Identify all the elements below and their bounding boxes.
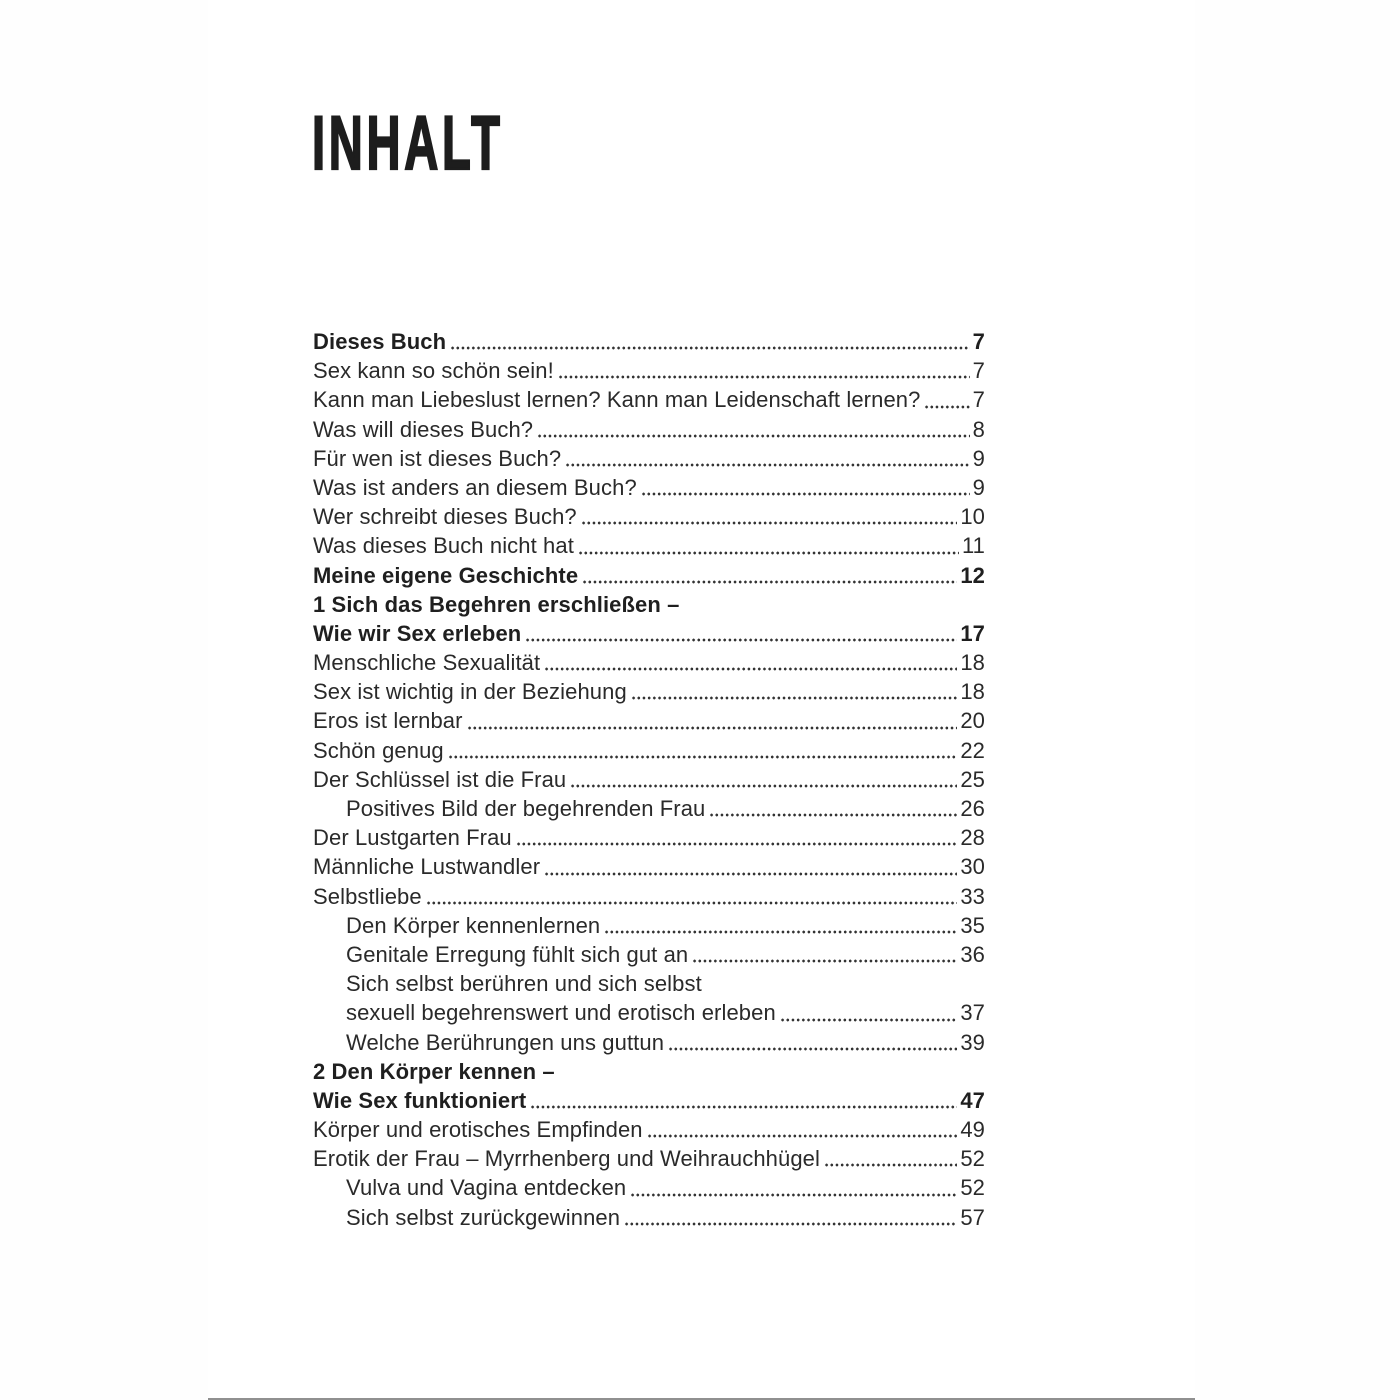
toc-dot-leader <box>630 1173 957 1202</box>
toc-entry <box>313 706 985 735</box>
toc-dot-leader <box>631 677 958 706</box>
toc-entry-label: Was dieses Buch nicht hat <box>313 533 574 559</box>
toc-entry <box>313 677 985 706</box>
toc-entry-label: Schön genug <box>313 737 444 763</box>
toc-entry <box>313 1203 985 1232</box>
toc-dot-leader <box>581 502 958 531</box>
toc-entry-page: 11 <box>961 533 985 559</box>
toc-entry-page: 39 <box>960 1029 985 1055</box>
toc-entry <box>313 502 985 531</box>
toc-entry-label: Vulva und Vagina entdecken <box>346 1175 627 1201</box>
toc-entry <box>313 531 985 560</box>
toc-entry-page: 49 <box>960 1117 985 1143</box>
page-sheet <box>208 0 1195 1400</box>
toc-dot-leader <box>604 911 957 940</box>
toc-entry <box>313 590 985 619</box>
toc-entry <box>313 473 985 502</box>
toc-entry-page: 18 <box>960 650 985 676</box>
toc-dot-leader <box>924 385 969 414</box>
toc-entry-label: Menschliche Sexualität <box>313 650 541 676</box>
toc-entry-page: 33 <box>960 883 985 909</box>
toc-entry-label: Sex ist wichtig in der Beziehung <box>313 679 627 705</box>
toc-entry-label: Eros ist lernbar <box>313 708 463 734</box>
toc-dot-leader <box>544 852 957 881</box>
toc-entry-page: 17 <box>960 620 985 646</box>
page-title: INHALT <box>312 101 504 186</box>
toc-entry-label: 1 Sich das Begehren erschließen – <box>313 591 680 617</box>
toc-entry <box>313 444 985 473</box>
toc-entry <box>313 969 985 998</box>
toc-entry-page: 8 <box>972 416 985 442</box>
toc-entry-label: Meine eigene Geschichte <box>313 562 579 588</box>
toc-entry <box>313 1086 985 1115</box>
toc-dot-leader <box>448 736 958 765</box>
toc-entry <box>313 356 985 385</box>
toc-entry <box>313 911 985 940</box>
toc-entry-page: 30 <box>960 854 985 880</box>
toc-entry <box>313 619 985 648</box>
toc-entry-label: sexuell begehrenswert und erotisch erleben <box>346 1000 776 1026</box>
toc-entry-page: 7 <box>972 329 985 354</box>
toc-entry-page: 22 <box>960 737 985 763</box>
toc-entry-label: Der Schlüssel ist die Frau <box>313 766 567 792</box>
toc-dot-leader <box>450 327 970 356</box>
toc-entry <box>313 765 985 794</box>
toc-entry-page: 26 <box>960 796 985 821</box>
toc-entry <box>313 852 985 881</box>
toc-dot-leader <box>824 1144 957 1173</box>
toc-entry-label: Den Körper kennenlernen <box>346 912 601 938</box>
toc-entry <box>313 1115 985 1144</box>
toc-entry-page: 28 <box>960 825 985 851</box>
toc-entry <box>313 940 985 969</box>
toc-dot-leader <box>624 1203 957 1232</box>
toc-dot-leader <box>558 356 970 385</box>
toc-entry-label: Was ist anders an diesem Buch? <box>313 474 637 500</box>
toc-dot-leader <box>426 882 958 911</box>
toc-entry-label: 2 Den Körper kennen – <box>313 1058 555 1084</box>
toc-entry-label: Selbstliebe <box>313 883 422 909</box>
toc-dot-leader <box>780 998 958 1027</box>
toc-dot-leader <box>544 648 957 677</box>
toc-entry <box>313 882 985 911</box>
toc-dot-leader <box>525 619 957 648</box>
toc-entry-label: Wie wir Sex erleben <box>313 620 522 646</box>
toc-entry-page: 25 <box>960 766 985 792</box>
toc-dot-leader <box>570 765 957 794</box>
toc-entry-page: 7 <box>972 387 985 413</box>
toc-dot-leader <box>692 940 957 969</box>
toc-entry-page: 7 <box>972 358 985 384</box>
toc-dot-leader <box>516 823 958 852</box>
toc-entry <box>313 794 985 823</box>
toc-entry-label: Dieses Buch <box>313 329 447 354</box>
toc-entry <box>313 1173 985 1202</box>
toc-dot-leader <box>578 531 959 560</box>
toc-entry-label: Kann man Liebeslust lernen? Kann man Leidenschaft lernen? <box>313 387 921 413</box>
toc-entry-label: Der Lustgarten Frau <box>313 825 512 851</box>
toc-dot-leader <box>641 473 970 502</box>
toc-dot-leader <box>647 1115 958 1144</box>
toc-entry <box>313 736 985 765</box>
toc-dot-leader <box>668 1028 957 1057</box>
toc-entry-page: 9 <box>972 445 985 471</box>
toc-entry-page: 18 <box>960 679 985 705</box>
toc-dot-leader <box>582 561 957 590</box>
toc-entry-page: 35 <box>960 912 985 938</box>
toc-entry-label: Wer schreibt dieses Buch? <box>313 504 577 530</box>
toc-entry-page: 52 <box>960 1175 985 1201</box>
toc-entry <box>313 1144 985 1173</box>
toc-entry <box>313 998 985 1027</box>
toc-entry <box>313 1028 985 1057</box>
toc-entry-page: 20 <box>960 708 985 734</box>
toc-dot-leader <box>467 706 958 735</box>
toc-dot-leader <box>709 794 957 823</box>
toc-entry-label: Sex kann so schön sein! <box>313 358 554 384</box>
toc-entry-label: Erotik der Frau – Myrrhenberg und Weihrauchhügel <box>313 1146 820 1172</box>
toc-entry-page: 52 <box>960 1146 985 1172</box>
toc-list <box>313 327 985 1232</box>
toc-entry-label: Welche Berührungen uns guttun <box>346 1029 665 1055</box>
toc-entry <box>313 1057 985 1086</box>
toc-entry <box>313 415 985 444</box>
toc-entry-page: 47 <box>960 1087 985 1113</box>
toc-entry-label: Sich selbst berühren und sich selbst <box>346 971 702 997</box>
toc-entry-label: Genitale Erregung fühlt sich gut an <box>346 941 689 967</box>
toc-entry-page: 57 <box>960 1204 985 1230</box>
toc-entry <box>313 385 985 414</box>
toc-entry <box>313 648 985 677</box>
toc-entry-page: 10 <box>960 504 985 530</box>
toc-entry-page: 37 <box>960 1000 985 1026</box>
toc-entry <box>313 823 985 852</box>
toc-dot-leader <box>565 444 969 473</box>
toc-entry <box>313 561 985 590</box>
toc-dot-leader <box>530 1086 957 1115</box>
toc-dot-leader <box>537 415 970 444</box>
toc-entry-label: Wie Sex funktioniert <box>313 1087 527 1113</box>
toc-entry-label: Männliche Lustwandler <box>313 854 541 880</box>
toc-entry-page: 36 <box>960 941 985 967</box>
toc-entry-label: Für wen ist dieses Buch? <box>313 445 562 471</box>
toc-entry-label: Was will dieses Buch? <box>313 416 534 442</box>
toc-entry-label: Sich selbst zurückgewinnen <box>346 1204 621 1230</box>
toc-entry <box>313 327 985 356</box>
toc-entry-page: 12 <box>960 562 985 588</box>
toc-entry-page: 9 <box>972 474 985 500</box>
toc-entry-label: Positives Bild der begehrenden Frau <box>346 796 706 821</box>
toc-entry-label: Körper und erotisches Empfinden <box>313 1117 643 1143</box>
